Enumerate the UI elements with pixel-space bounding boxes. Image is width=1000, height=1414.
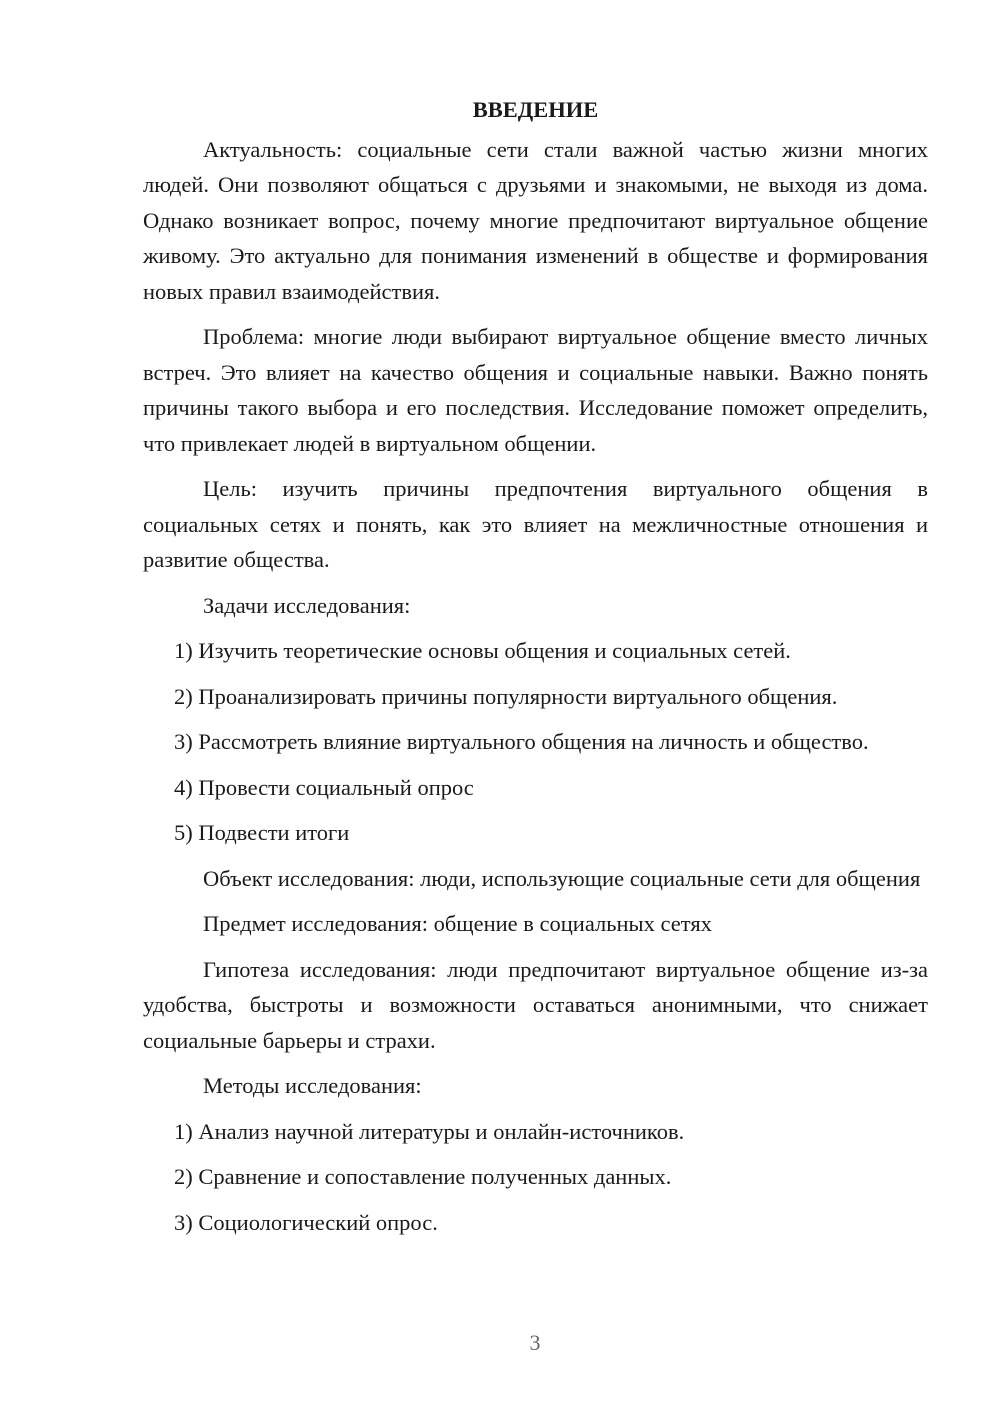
methods-heading: Методы исследования:	[203, 1073, 422, 1098]
task-item: 2) Проанализировать причины популярности виртуального общения.	[174, 683, 838, 709]
task-item: 4) Провести социальный опрос	[174, 774, 474, 800]
subject-paragraph: Предмет исследования: общение в социальных сетях	[203, 911, 712, 936]
hypothesis-paragraph: Гипотеза исследования: люди предпочитают виртуальное общение из-за удобства, быстроты и возможности оставаться анонимными, что снижает социальные барьеры и страхи.	[143, 956, 928, 1053]
relevance-paragraph: Актуальность: социальные сети стали важной частью жизни многих людей. Они позволяют общаться с друзьями и знакомыми, не выходя из дома. Однако возникает вопрос, почему многие предпочитают виртуальное общение живому. Это актуально для понимания изменений в обществе и формирования новых правил взаимодействия.	[143, 136, 928, 304]
goal-paragraph: Цель: изучить причины предпочтения виртуального общения в социальных сетях и понять, как это влияет на межличностные отношения и развитие общества.	[143, 476, 928, 572]
document-page	[143, 92, 928, 1250]
page-number: 3	[529, 1330, 541, 1355]
tasks-heading: Задачи исследования:	[203, 592, 411, 618]
problem-paragraph: Проблема: многие люди выбирают виртуальное общение вместо личных встреч. Это влияет на качество общения и социальные навыки. Важно понять причины такого выбора и его последствия. Исследование поможет определить, что привлекает людей в виртуальном общении.	[143, 324, 928, 456]
method-item: 3) Социологический опрос.	[174, 1209, 438, 1235]
section-title: ВВЕДЕНИЕ	[472, 97, 599, 122]
method-item: 2) Сравнение и сопоставление полученных данных.	[174, 1164, 672, 1189]
task-item: 1) Изучить теоретические основы общения и социальных сетей.	[174, 638, 791, 663]
method-item: 1) Анализ научной литературы и онлайн-источников.	[174, 1118, 685, 1144]
object-paragraph: Объект исследования: люди, использующие социальные сети для общения	[203, 865, 921, 891]
task-item: 5) Подвести итоги	[174, 820, 350, 845]
task-item: 3) Рассмотреть влияние виртуального общения на личность и общество.	[174, 729, 869, 754]
